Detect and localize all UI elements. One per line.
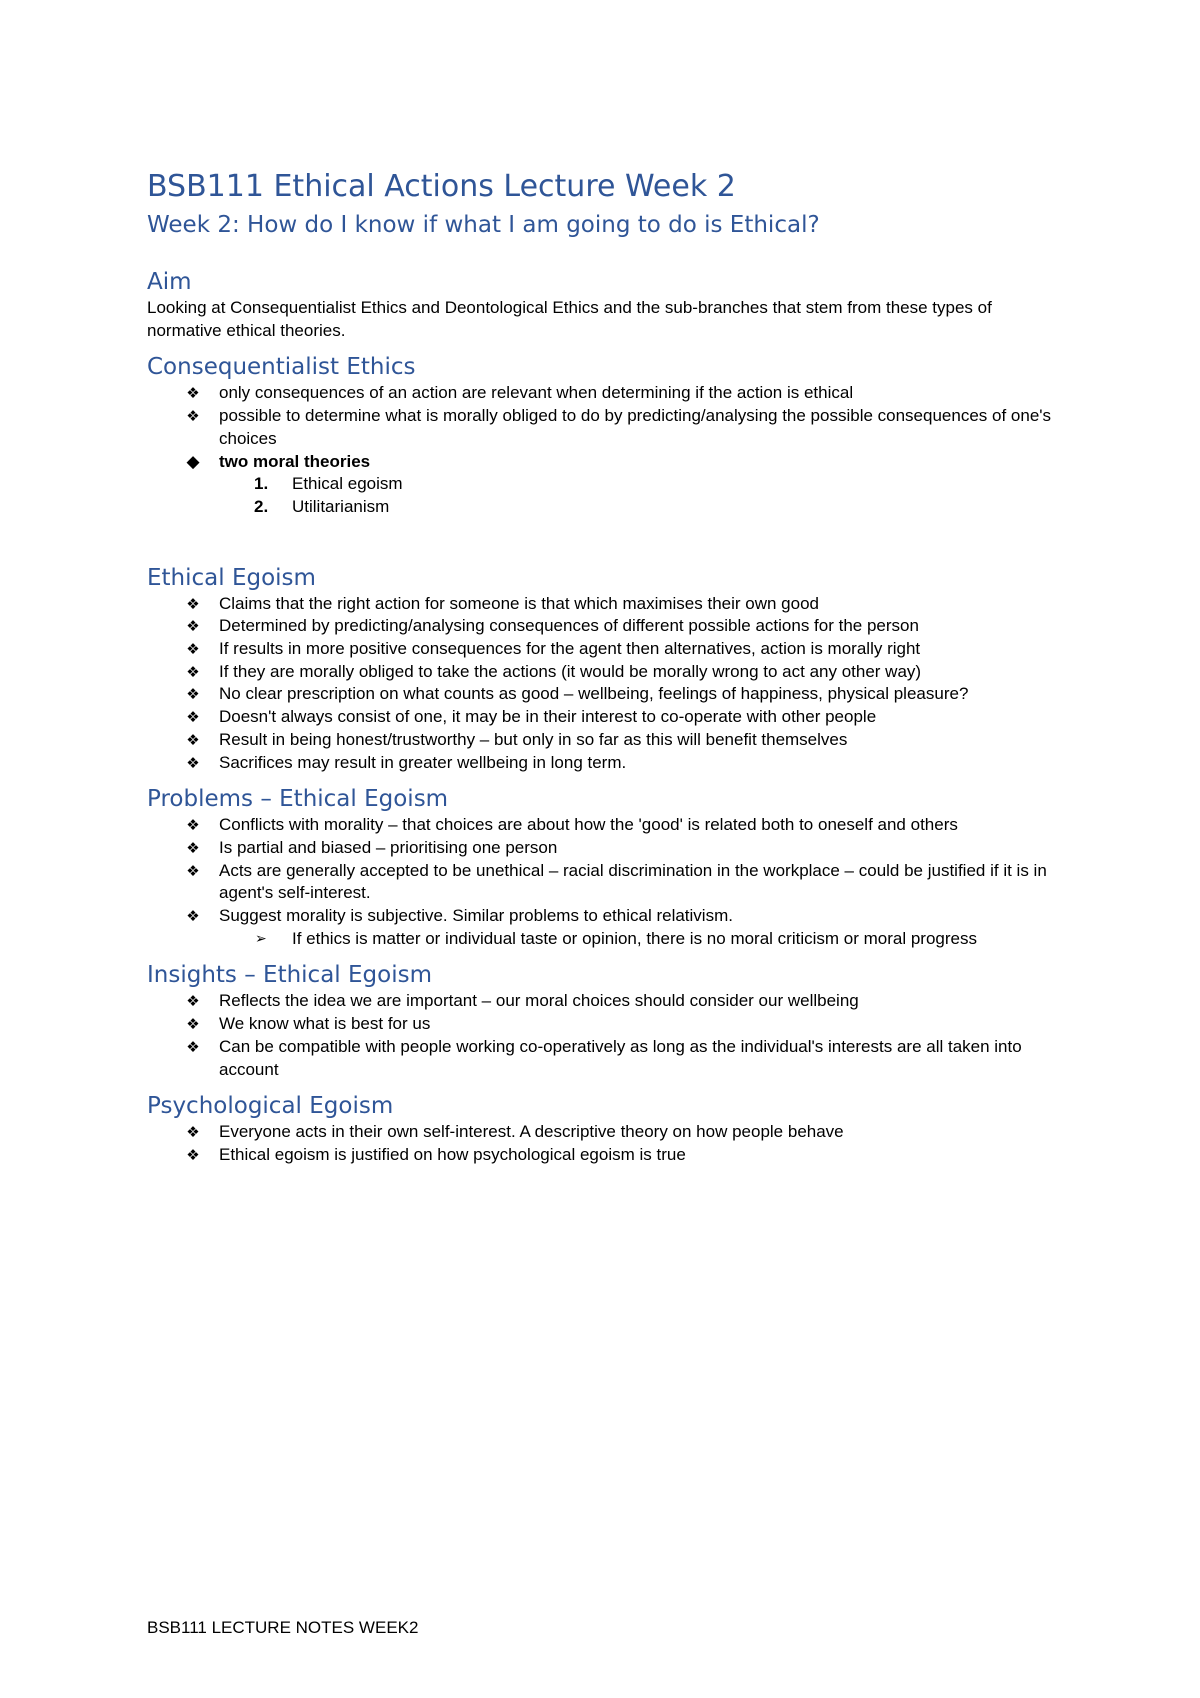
list-item [147,752,1067,775]
list-item [147,706,1067,729]
ethical-egoism-heading: Ethical Egoism [147,564,316,591]
list-item [147,1036,1067,1081]
bullet-text: No clear prescription on what counts as good – wellbeing, feelings of happiness, physical pleasure? [219,684,969,704]
diamond-bullet-icon: ❖ [186,685,200,704]
list-item [147,1121,1067,1144]
list-item [147,661,1067,684]
list-item [147,837,1067,860]
list-item [147,860,1067,905]
diamond-bullet-icon: ❖ [186,384,200,403]
sub-bullet-text: If ethics is matter or individual taste or opinion, there is no moral criticism or moral progress [292,928,977,948]
psychological-egoism-list [147,1121,1067,1166]
insights-heading: Insights – Ethical Egoism [147,962,432,989]
list-item [147,1144,1067,1167]
diamond-bullet-icon: ❖ [186,861,200,880]
diamond-bullet-icon: ❖ [186,640,200,659]
list-item [147,683,1067,706]
document-content [147,168,1067,1167]
diamond-bullet-icon: ❖ [186,708,200,727]
list-item [147,905,1067,928]
list-item [147,615,1067,638]
bullet-text: If they are morally obliged to take the actions (it would be morally wrong to act any other way) [219,661,922,681]
problems-list [147,814,1067,928]
bullet-text: Result in being honest/trustworthy – but only in so far as this will benefit themselves [219,729,848,749]
bullet-text: Doesn't always consist of one, it may be in their interest to co-operate with other people [219,707,877,727]
bullet-text: Suggest morality is subjective. Similar problems to ethical relativism. [219,906,733,926]
diamond-bullet-icon: ❖ [186,907,200,926]
bullet-text: Sacrifices may result in greater wellbeing in long term. [219,752,627,772]
list-number: 1. [254,474,269,494]
bullet-text: two moral theories [219,451,371,471]
list-item [147,405,1067,450]
problems-heading: Problems – Ethical Egoism [147,786,449,813]
bullet-text: Determined by predicting/analysing consequences of different possible actions for the person [219,616,919,636]
diamond-bullet-icon: ❖ [186,617,200,636]
bullet-text: Everyone acts in their own self-interest. A descriptive theory on how people behave [219,1122,844,1142]
list-item [147,928,1067,951]
list-item [147,496,1067,519]
diamond-bullet-icon: ❖ [186,1015,200,1034]
bullet-text: Conflicts with morality – that choices are about how the 'good' is related both to oneself and others [219,815,958,835]
bullet-text: Acts are generally accepted to be unethical – racial discrimination in the workplace – could be justified if it is in agent's self-interest. [219,860,1047,903]
consequentialist-heading: Consequentialist Ethics [147,354,416,381]
diamond-bullet-icon: ❖ [186,838,200,857]
list-item [147,593,1067,616]
diamond-bullet-icon: ❖ [186,816,200,835]
list-item [147,1013,1067,1036]
list-text: Utilitarianism [292,496,390,516]
bullet-text: Claims that the right action for someone is that which maximises their own good [219,593,819,613]
aim-text: Looking at Consequentialist Ethics and Deontological Ethics and the sub-branches that stem from these types of normative ethical theories. [147,298,992,340]
bullet-text: Reflects the idea we are important – our moral choices should consider our wellbeing [219,991,859,1011]
bullet-text: If results in more positive consequences for the agent then alternatives, action is morally right [219,639,921,659]
bullet-text: Can be compatible with people working co-operatively as long as the individual's interests are all taken into account [219,1036,1022,1079]
arrowhead-bullet-icon: ➢ [255,930,267,947]
filled-diamond-bullet-icon: ◆ [186,451,200,472]
page-footer: BSB111 LECTURE NOTES WEEK2 [147,1618,419,1637]
aim-heading: Aim [147,269,192,295]
list-item [147,451,1067,474]
bullet-text: Is partial and biased – prioritising one person [219,837,558,857]
list-item [147,473,1067,496]
document-subtitle: Week 2: How do I know if what I am going to do is Ethical? [147,212,820,238]
diamond-bullet-icon: ❖ [186,1145,200,1164]
diamond-bullet-icon: ❖ [186,753,200,772]
consequentialist-list [147,382,1067,473]
psychological-egoism-heading: Psychological Egoism [147,1093,394,1120]
ethical-egoism-list [147,593,1067,775]
diamond-bullet-icon: ❖ [186,662,200,681]
document-title: BSB111 Ethical Actions Lecture Week 2 [147,169,736,204]
list-item [147,990,1067,1013]
insights-list [147,990,1067,1081]
bullet-text: only consequences of an action are relevant when determining if the action is ethical [219,383,854,403]
list-item [147,729,1067,752]
diamond-bullet-icon: ❖ [186,992,200,1011]
diamond-bullet-icon: ❖ [186,1037,200,1056]
list-text: Ethical egoism [292,474,403,494]
diamond-bullet-icon: ❖ [186,407,200,426]
problems-sub-list [147,928,1067,951]
list-number: 2. [254,496,269,516]
diamond-bullet-icon: ❖ [186,594,200,613]
list-item [147,814,1067,837]
diamond-bullet-icon: ❖ [186,730,200,749]
list-item [147,382,1067,405]
bullet-text: We know what is best for us [219,1014,431,1034]
bullet-text: possible to determine what is morally obliged to do by predicting/analysing the possible consequences of one's choices [219,406,1052,448]
moral-theories-list [147,473,1067,518]
bullet-text: Ethical egoism is justified on how psychological egoism is true [219,1144,686,1164]
diamond-bullet-icon: ❖ [186,1123,200,1142]
list-item [147,638,1067,661]
